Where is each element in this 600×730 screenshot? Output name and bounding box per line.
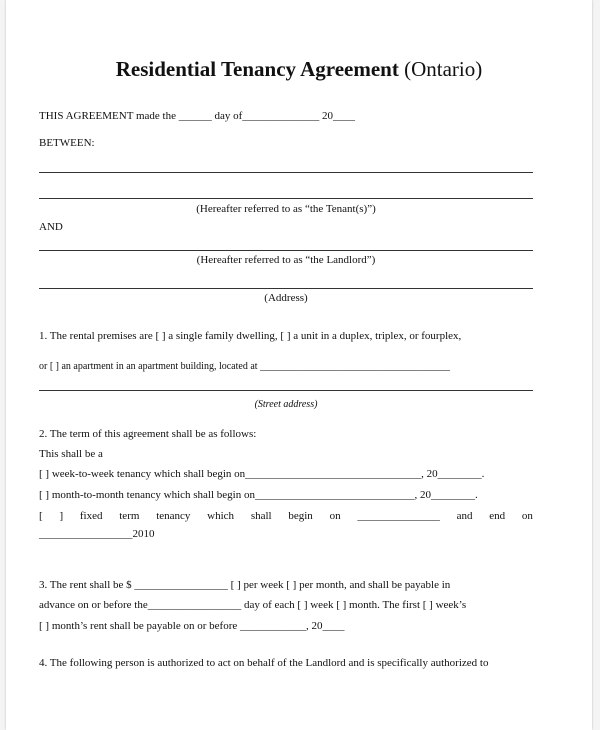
address-caption: (Address) <box>264 292 308 304</box>
fixed-term-end: _________________2010 <box>39 528 155 540</box>
address-line <box>39 288 533 289</box>
section-4-line-1: 4. The following person is authorized to act on behalf of the Landlord and is specifically authorized to <box>39 657 489 669</box>
title-bold: Residential Tenancy Agreement <box>115 57 399 81</box>
between-label: BETWEEN: <box>39 137 95 149</box>
fixed-word: tenancy <box>156 510 191 522</box>
week-to-week-option: [ ] week-to-week tenancy which shall begin on________________________________, 20________. <box>39 468 485 480</box>
agreement-made-line: THIS AGREEMENT made the ______ day of______________ 20____ <box>39 110 356 122</box>
fixed-word: on <box>521 510 533 522</box>
section-1-line-1: 1. The rental premises are [ ] a single family dwelling, [ ] a unit in a duplex, triplex, or fourplex, <box>39 330 462 342</box>
fixed-word: and <box>456 510 473 522</box>
section-1-line-2: or [ ] an apartment in an apartment building, located at ______________________________________ <box>39 361 451 372</box>
fixed-word: [ <box>39 510 43 522</box>
section-3-line-1: 3. The rent shall be $ _________________ [ ] per week [ ] per month, and shall be payable in <box>39 579 451 591</box>
section-3-line-3: [ ] month’s rent shall be payable on or before ____________, 20____ <box>39 620 345 632</box>
fixed-word: begin <box>288 510 313 522</box>
tenant-caption: (Hereafter referred to as “the Tenant(s)”) <box>196 203 376 215</box>
fixed-word: term <box>119 510 140 522</box>
and-label: AND <box>39 221 63 233</box>
street-address-line <box>39 390 533 391</box>
fixed-word: end <box>489 510 506 522</box>
tenant-line-2 <box>39 198 533 199</box>
fixed-word: which <box>207 510 235 522</box>
fixed-word: ] <box>59 510 64 522</box>
fixed-term-option <box>39 510 533 523</box>
section-3-line-2: advance on or before the_________________ day of each [ ] week [ ] month. The first [ ] week’s <box>39 599 467 611</box>
tenant-line-1 <box>39 172 533 173</box>
section-2-line-2: This shall be a <box>39 448 103 460</box>
fixed-word: fixed <box>79 510 103 522</box>
fixed-word: shall <box>250 510 272 522</box>
document-page <box>6 0 592 730</box>
title-region: (Ontario) <box>404 57 483 81</box>
landlord-line <box>39 250 533 251</box>
street-address-caption: (Street address) <box>254 399 318 410</box>
fixed-word: on <box>329 510 341 522</box>
month-to-month-option: [ ] month-to-month tenancy which shall begin on_____________________________, 20________. <box>39 489 478 501</box>
section-2-line-1: 2. The term of this agreement shall be as follows: <box>39 428 257 440</box>
document-title <box>6 57 592 82</box>
fixed-word: _______________ <box>357 510 440 522</box>
landlord-caption: (Hereafter referred to as “the Landlord”) <box>196 254 376 266</box>
